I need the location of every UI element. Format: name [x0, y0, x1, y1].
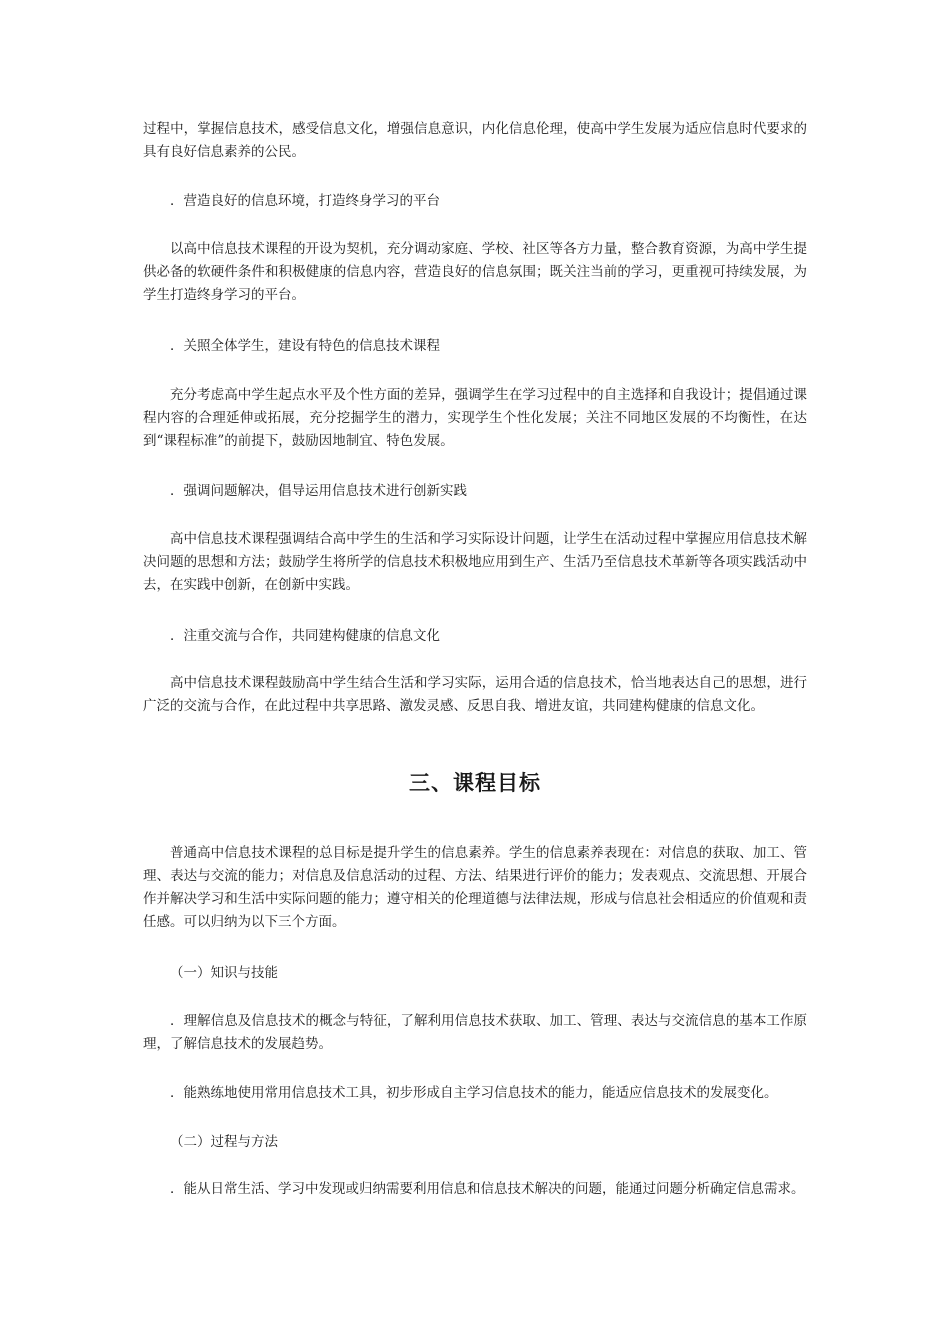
subheading-knowledge-skills: （一）知识与技能 [170, 965, 278, 981]
paragraph-knowledge-item-2: ．能熟练地使用常用信息技术工具，初步形成自主学习信息技术的能力，能适应信息技术的发展变化。 [170, 1085, 778, 1101]
heading-learning-environment: ．营造良好的信息环境，打造终身学习的平台 [170, 193, 440, 209]
section-title: 三、课程目标 [409, 770, 541, 795]
paragraph-learning-environment: 以高中信息技术课程的开设为契机，充分调动家庭、学校、社区等各方力量，整合教育资源，为高中学生提供必备的软硬件条件和积极健康的信息内容，营造良好的信息氛围；既关注当前的学习，更重视可持续发展，为学生打造终身学习的平台。 [143, 241, 807, 303]
heading-problem-solving: ．强调问题解决，倡导运用信息技术进行创新实践 [170, 483, 467, 499]
paragraph-process-item-1: ．能从日常生活、学习中发现或归纳需要利用信息和信息技术解决的问题，能通过问题分析确定信息需求。 [170, 1181, 805, 1197]
heading-all-students: ．关照全体学生，建设有特色的信息技术课程 [170, 338, 440, 354]
paragraph-communication: 高中信息技术课程鼓励高中学生结合生活和学习实际，运用合适的信息技术，恰当地表达自己的思想，进行广泛的交流与合作，在此过程中共享思路、激发灵感、反思自我、增进友谊，共同建构健康的信息文化。 [143, 675, 807, 714]
paragraph-problem-solving: 高中信息技术课程强调结合高中学生的生活和学习实际设计问题，让学生在活动过程中掌握应用信息技术解决问题的思想和方法；鼓励学生将所学的信息技术积极地应用到生产、生活乃至信息技术革新等各项实践活动中去，在实践中创新，在创新中实践。 [143, 531, 807, 593]
paragraph-all-students: 充分考虑高中学生起点水平及个性方面的差异，强调学生在学习过程中的自主选择和自我设计；提倡通过课程内容的合理延伸或拓展，充分挖掘学生的潜力，实现学生个性化发展；关注不同地区发展的不均衡性，在达到“课程标准”的前提下，鼓励因地制宜、特色发展。 [143, 387, 807, 449]
subheading-process-methods: （二）过程与方法 [170, 1134, 278, 1150]
paragraph-intro-continued: 过程中，掌握信息技术，感受信息文化，增强信息意识，内化信息伦理，使高中学生发展为适应信息时代要求的具有良好信息素养的公民。 [143, 121, 807, 160]
paragraph-knowledge-item-1: ．理解信息及信息技术的概念与特征，了解利用信息技术获取、加工、管理、表达与交流信息的基本工作原理，了解信息技术的发展趋势。 [143, 1013, 807, 1052]
heading-communication: ．注重交流与合作，共同建构健康的信息文化 [170, 628, 440, 644]
paragraph-course-goals: 普通高中信息技术课程的总目标是提升学生的信息素养。学生的信息素养表现在：对信息的获取、加工、管理、表达与交流的能力；对信息及信息活动的过程、方法、结果进行评价的能力；发表观点、交流思想、开展合作并解决学习和生活中实际问题的能力；遵守相关的伦理道德与法律法规，形成与信息社会相适应的价值观和责任感。可以归纳为以下三个方面。 [143, 845, 807, 930]
